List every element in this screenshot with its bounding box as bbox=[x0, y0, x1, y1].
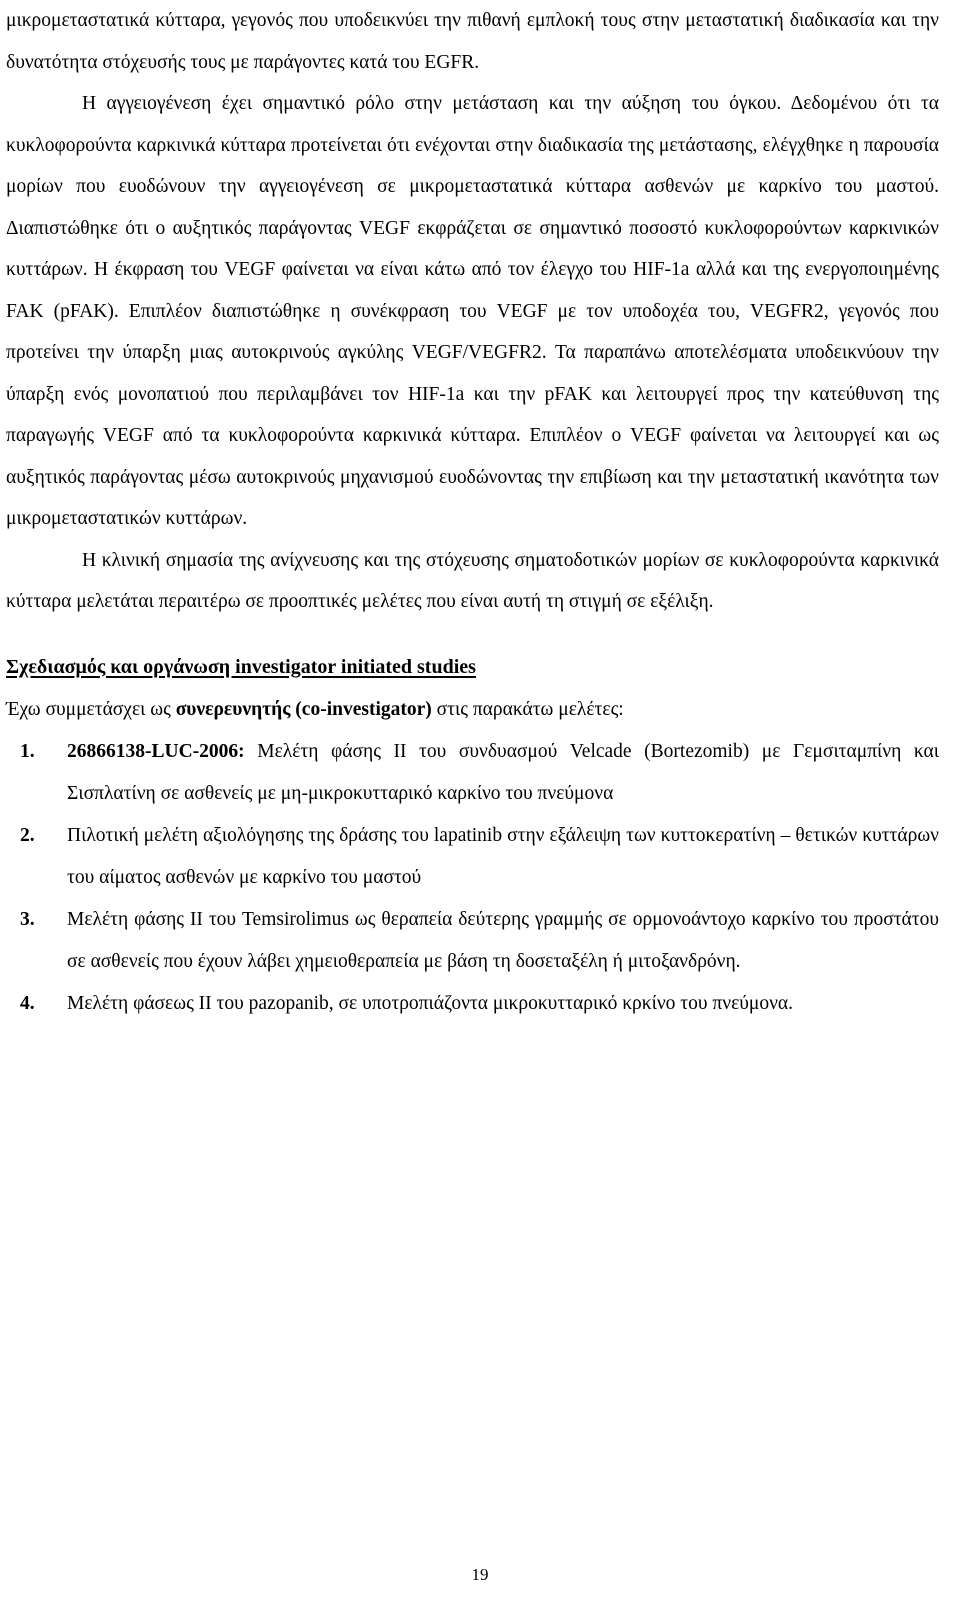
paragraph-angiogenesis: Η αγγειογένεση έχει σημαντικό ρόλο στην μετάσταση και την αύξηση του όγκου. Δεδομένου ότι τα κυκλοφορούντα καρκινικά κύτταρα προτείνεται ότι ενέχονται στην διαδικασία της μετάστασης, ελέγχθηκε η παρουσία μορίων που ευοδώνουν την αγγειογένεση σε μικρομεταστατικά κύτταρα ασθενών με καρκίνο του μαστού. Διαπιστώθηκε ότι ο αυξητικός παράγοντας VEGF εκφράζεται σε σημαντικό ποσοστό κυκλοφορούντων καρκινικών κυττάρων. Η έκφραση του VEGF φαίνεται να είναι κάτω από τον έλεγχο του HIF-1a αλλά και της ενεργοποιημένης FAK (pFAK). Επιπλέον διαπιστώθηκε η συνέκφραση του VEGF με τον υποδοχέα του, VEGFR2, γεγονός που προτείνει την ύπαρξη μιας αυτοκρινούς αγκύλης VEGF/VEGFR2. Τα παραπάνω αποτελέσματα υποδεικνύουν την ύπαρξη ενός μονοπατιού που περιλαμβάνει τον HIF-1a και την pFAK και λειτουργεί προς την κατεύθυνση της παραγωγής VEGF από τα κυκλοφορούντα καρκινικά κύτταρα. Επιπλέον ο VEGF φαίνεται να λειτουργεί και ως αυξητικός παράγοντας μέσω αυτοκρινούς μηχανισμού ευοδώνοντας την επιβίωση και την μεταστατική ικανότητα των μικρομεταστατικών κυττάρων. bbox=[6, 93, 939, 529]
section-intro-bold: συνερευνητής (co-investigator) bbox=[175, 698, 432, 720]
list-item-number: 1. bbox=[20, 740, 35, 762]
study-list bbox=[6, 731, 939, 1025]
list-item-text: Μελέτη φάσης ΙΙ του συνδυασμού Velcade (Bortezomib) με Γεμσιταμπίνη και Σισπλατίνη σε ασθενείς με μη-μικροκυτταρικό καρκίνο του πνεύμονα bbox=[67, 740, 939, 804]
list-item bbox=[6, 815, 939, 899]
list-item-number: 2. bbox=[20, 824, 35, 846]
page-content bbox=[6, 0, 939, 1025]
list-item-text: Μελέτη φάσεως ΙΙ του pazopanib, σε υποτροπιάζοντα μικροκυτταρικό κρκίνο του πνεύμονα. bbox=[67, 992, 794, 1014]
section-intro-suffix: στις παρακάτω μελέτες: bbox=[431, 698, 624, 720]
paragraph-continuation: μικρομεταστατικά κύτταρα, γεγονός που υποδεικνύει την πιθανή εμπλοκή τους στην μεταστατική διαδικασία και την δυνατότητα στόχευσής τους με παράγοντες κατά του EGFR. bbox=[6, 10, 939, 73]
list-item-text: Πιλοτική μελέτη αξιολόγησης της δράσης του lapatinib στην εξάλειψη των κυττοκερατίνη – θετικών κυττάρων του αίματος ασθενών με καρκίνο του μαστού bbox=[67, 824, 939, 888]
list-item-number: 4. bbox=[20, 992, 35, 1014]
list-item bbox=[6, 983, 939, 1025]
study-code: 26866138-LUC-2006: bbox=[67, 740, 245, 762]
list-item bbox=[6, 731, 939, 815]
list-item-number: 3. bbox=[20, 908, 35, 930]
section-title: Σχεδιασμός και οργάνωση investigator initiated studies bbox=[6, 655, 476, 678]
page-number: 19 bbox=[471, 1565, 489, 1584]
section-intro bbox=[6, 689, 939, 731]
paragraph-clinical-significance: Η κλινική σημασία της ανίχνευσης και της στόχευσης σηματοδοτικών μορίων σε κυκλοφορούντα καρκινικά κύτταρα μελετάται περαιτέρω σε προοπτικές μελέτες που είναι αυτή τη στιγμή σε εξέλιξη. bbox=[6, 549, 939, 612]
list-item bbox=[6, 899, 939, 983]
section-intro-prefix: Έχω συμμετάσχει ως bbox=[6, 698, 176, 720]
list-item-text: Μελέτη φάσης ΙΙ του Temsirolimus ως θεραπεία δεύτερης γραμμής σε ορμονοάντοχο καρκίνο του προστάτου σε ασθενείς που έχουν λάβει χημειοθεραπεία με βάση τη δοσεταξέλη ή μιτοξανδρόνη. bbox=[67, 908, 939, 972]
